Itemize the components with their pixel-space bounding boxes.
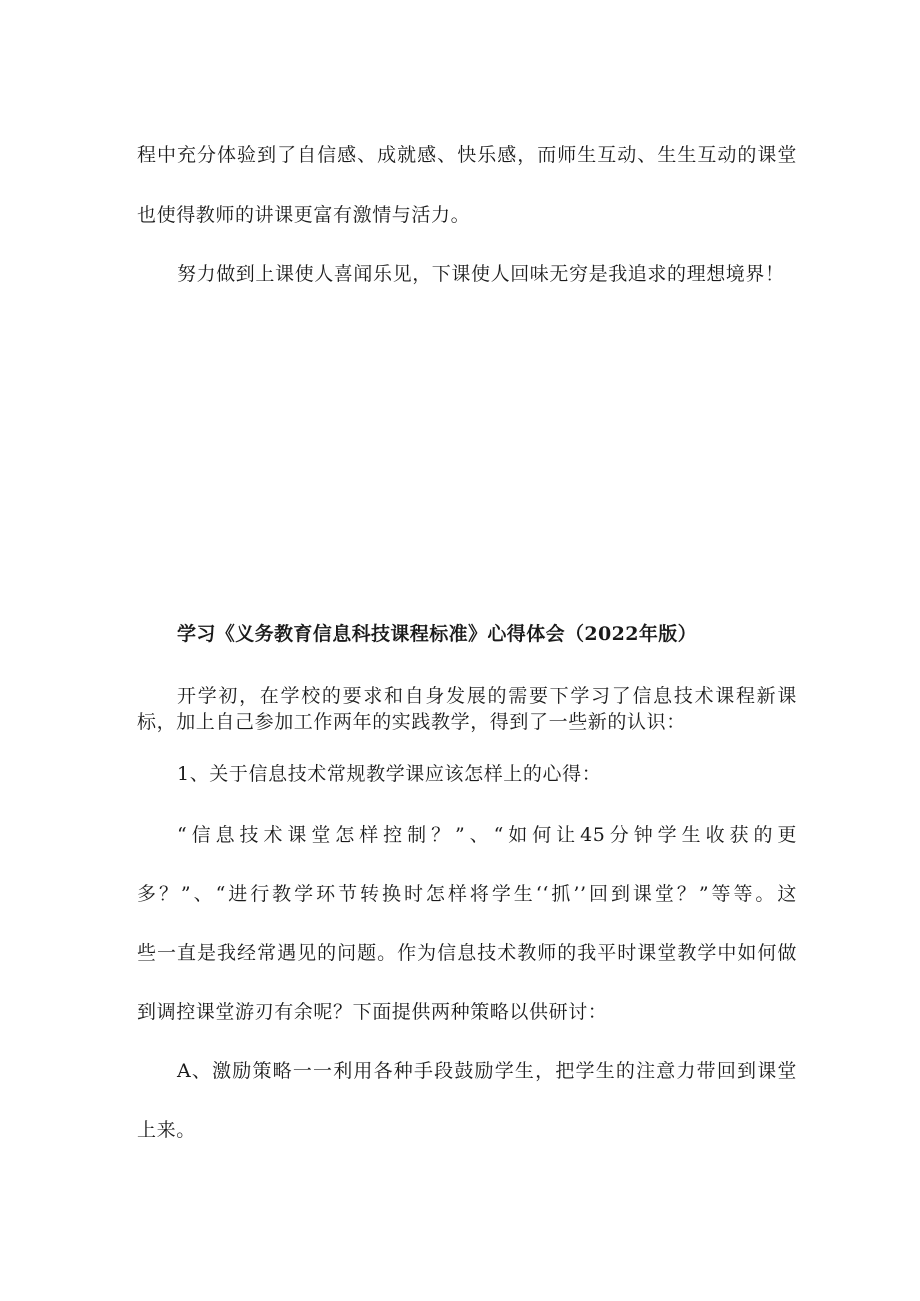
section-title: 学习《义务教育信息科技课程标准》心得体会（2022年版） — [177, 623, 698, 645]
paragraph-line: 程中充分体验到了自信感、成就感、快乐感，而师生互动、生生互动的课堂 — [137, 144, 797, 166]
paragraph-line: 也使得教师的讲课更富有激情与活力。 — [137, 204, 471, 226]
list-item-heading: 1、关于信息技术常规教学课应该怎样上的心得： — [177, 763, 602, 785]
paragraph-line: A、激励策略一一利用各种手段鼓励学生，把学生的注意力带回到课堂 — [177, 1060, 797, 1082]
paragraph-line: 上来。 — [137, 1119, 196, 1141]
paragraph-line: 努力做到上课使人喜闻乐见，下课使人回味无穷是我追求的理想境界！ — [177, 263, 785, 285]
paragraph-line: 标，加上自己参加工作两年的实践教学，得到了一些新的认识： — [137, 711, 686, 733]
paragraph-line: “信息技术课堂怎样控制？”、“如何让45分钟学生收获的更 — [177, 824, 797, 846]
paragraph-line: 些一直是我经常遇见的问题。作为信息技术教师的我平时课堂教学中如何做 — [137, 942, 797, 964]
paragraph-line: 到调控课堂游刃有余呢？下面提供两种策略以供研讨： — [137, 1001, 608, 1023]
paragraph-line: 开学初，在学校的要求和自身发展的需要下学习了信息技术课程新课 — [177, 685, 797, 707]
paragraph-line: 多？”、“进行教学环节转换时怎样将学生‘‘抓’’回到课堂？”等等。这 — [137, 883, 797, 905]
